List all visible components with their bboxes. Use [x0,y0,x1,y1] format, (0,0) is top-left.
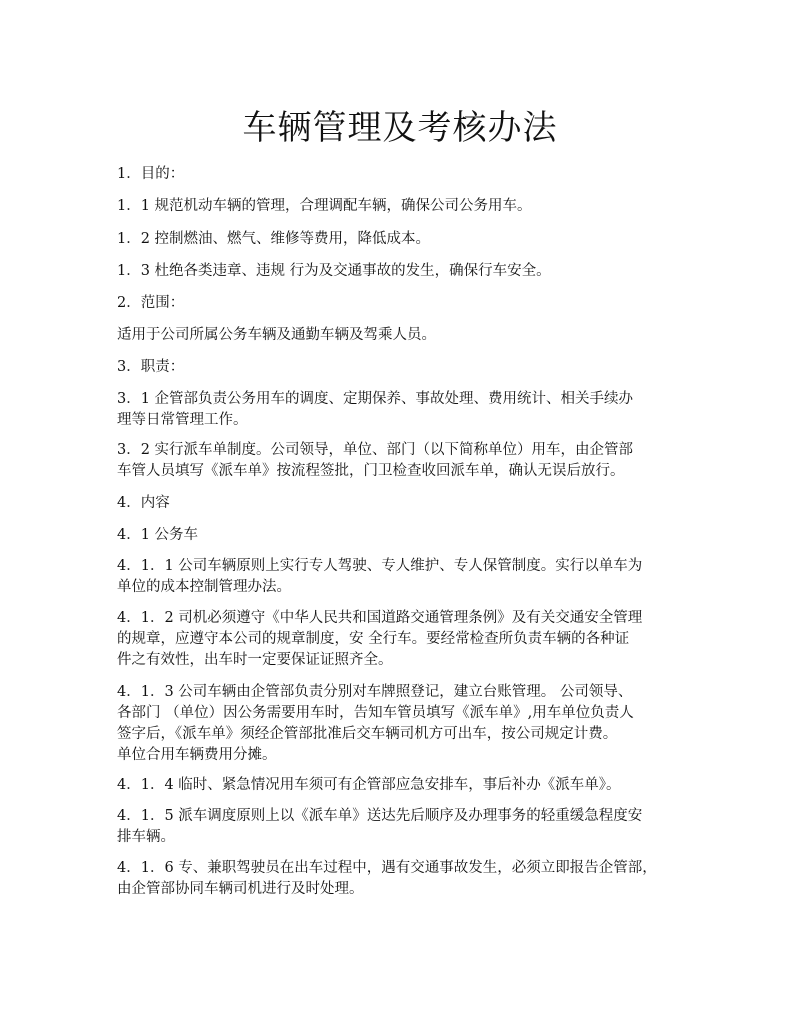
paragraph-line: 由企管部协同车辆司机进行及时处理。 [117,881,364,897]
paragraph-line: 4．1 公务车 [117,527,199,543]
paragraph-line: 各部门 （单位）因公务需要用车时，告知车管员填写《派车单》,用车单位负责人 [117,705,634,721]
paragraph-line: 4．内容 [117,495,170,511]
paragraph [117,229,692,250]
paragraph [117,608,692,671]
paragraph-line: 4．1．4 临时、紧急情况用车须可有企管部应急安排车，事后补办《派车单》。 [117,777,621,793]
paragraph-line: 1．2 控制燃油、燃气、维修等费用，降低成本。 [117,231,431,247]
paragraph [117,858,692,900]
paragraph-line: 3．职责： [117,359,185,375]
paragraph [117,261,692,282]
page-title: 车辆管理及考核办法 [242,108,558,148]
paragraph [117,293,692,314]
paragraph-line: 单位的成本控制管理办法。 [117,579,291,595]
paragraph [117,440,692,482]
paragraph-line: 排车辆。 [117,829,175,845]
paragraph [117,556,692,598]
paragraph [117,389,692,431]
paragraph-line: 4．1．5 派车调度原则上以《派车单》送达先后顺序及办理事务的轻重缓急程度安 [117,808,643,824]
paragraph-line: 1．1 规范机动车辆的管理，合理调配车辆，确保公司公务用车。 [117,198,532,214]
paragraph-line: 4．1．2 司机必须遵守《中华人民共和国道路交通管理条例》及有关交通安全管理 [117,610,643,626]
paragraph [117,325,692,346]
paragraph-line: 车管人员填写《派车单》按流程签批，门卫检查收回派车单，确认无误后放行。 [117,463,625,479]
paragraph-line: 4．1．3 公司车辆由企管部负责分别对车牌照登记，建立台账管理。 公司领导、 [117,684,633,700]
paragraph [117,806,692,848]
paragraph-line: 1．3 杜绝各类违章、违规 行为及交通事故的发生，确保行车安全。 [117,263,551,279]
paragraph [117,493,692,514]
paragraph-line: 3．2 实行派车单制度。公司领导，单位、部门（以下简称单位）用车，由企管部 [117,442,634,458]
paragraph-line: 2．范围： [117,295,185,311]
paragraph-line: 4．1．6 专、兼职驾驶员在出车过程中，遇有交通事故发生，必须立即报告企管部， [117,860,657,876]
paragraph [117,357,692,378]
paragraph [117,775,692,796]
paragraph-line: 4．1．1 公司车辆原则上实行专人驾驶、专人维护、专人保管制度。实行以单车为 [117,558,643,574]
paragraph-line: 的规章，应遵守本公司的规章制度，安 全行车。要经常检查所负责车辆的各种证 [117,631,630,647]
paragraph-line: 件之有效性，出车时一定要保证证照齐全。 [117,652,393,668]
paragraph-line: 签字后，《派车单》须经企管部批准后交车辆司机方可出车，按公司规定计费。 [117,726,618,742]
paragraph [117,164,692,185]
paragraph-line: 适用于公司所属公务车辆及通勤车辆及驾乘人员。 [117,327,436,343]
paragraph-line: 1．目的： [117,166,185,182]
paragraph [117,196,692,217]
paragraph [117,682,692,766]
paragraph-line: 理等日常管理工作。 [117,412,248,428]
paragraph-line: 单位合用车辆费用分摊。 [117,747,277,763]
paragraph-line: 3．1 企管部负责公务用车的调度、定期保养、事故处理、费用统计、相关手续办 [117,391,634,407]
paragraph [117,525,692,546]
